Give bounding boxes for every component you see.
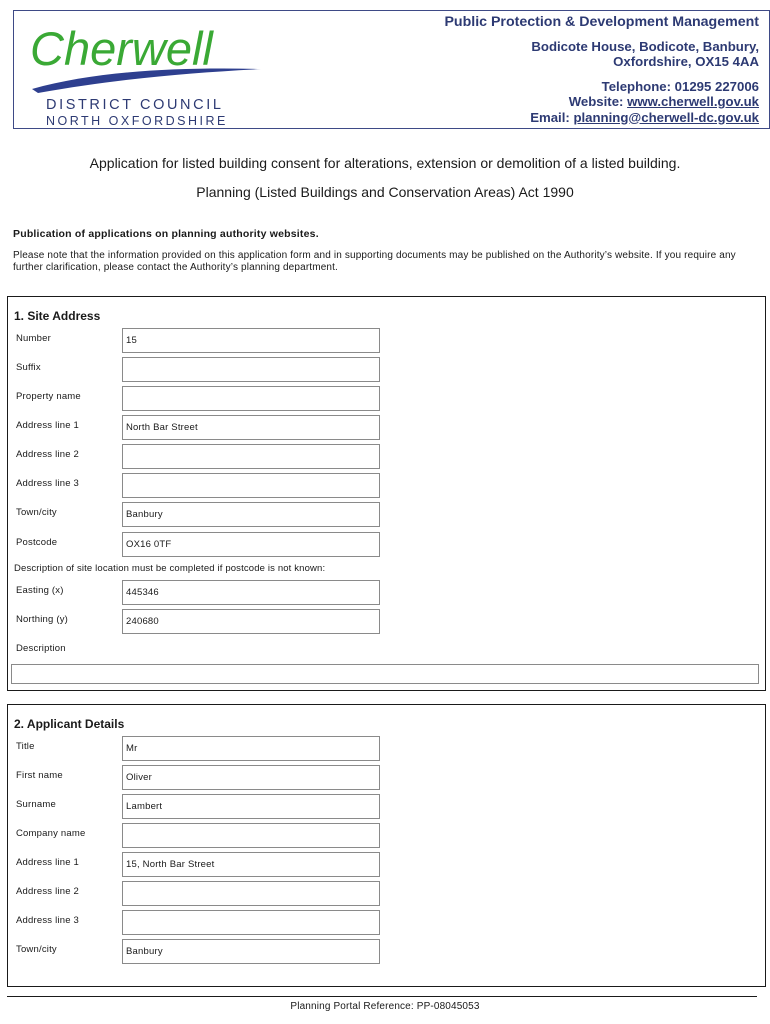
website-link[interactable]: www.cherwell.gov.uk bbox=[627, 94, 759, 109]
address-line-3-field[interactable] bbox=[122, 910, 380, 935]
number-field[interactable]: 15 bbox=[122, 328, 380, 353]
section-heading: 2. Applicant Details bbox=[14, 717, 125, 731]
title-field[interactable]: Mr bbox=[122, 736, 380, 761]
email-label: Email: bbox=[530, 109, 570, 125]
title-label: Title bbox=[16, 741, 35, 752]
easting-field[interactable]: 445346 bbox=[122, 580, 380, 605]
cherwell-logo bbox=[26, 19, 276, 128]
address-line-1-field[interactable]: 15, North Bar Street bbox=[122, 852, 380, 877]
address-line-2-label: Address line 2 bbox=[16, 886, 80, 897]
address-line-2-field[interactable] bbox=[122, 881, 380, 906]
number-label: Number bbox=[16, 333, 51, 344]
logo-wordmark: Cherwell bbox=[30, 22, 213, 75]
portal-reference: Planning Portal Reference: PP-08045053 bbox=[290, 1001, 480, 1012]
telephone-number: 01295 227006 bbox=[674, 78, 759, 94]
suffix-label: Suffix bbox=[16, 362, 41, 373]
town-city-field[interactable]: Banbury bbox=[122, 502, 380, 527]
address-line-1-label: Address line 1 bbox=[16, 857, 80, 868]
description-label: Description bbox=[16, 643, 66, 654]
first-name-label: First name bbox=[16, 770, 63, 781]
surname-label: Surname bbox=[16, 799, 56, 810]
description-field[interactable] bbox=[11, 664, 759, 684]
first-name-field[interactable]: Oliver bbox=[122, 765, 380, 790]
department-name: Public Protection & Development Management bbox=[444, 14, 759, 30]
footer-divider bbox=[7, 996, 757, 997]
form-title: Application for listed building consent for alterations, extension or demolition of a listed building. bbox=[89, 155, 681, 171]
town-city-label: Town/city bbox=[16, 507, 57, 518]
surname-field[interactable]: Lambert bbox=[122, 794, 380, 819]
address-line-1-field[interactable]: North Bar Street bbox=[122, 415, 380, 440]
form-subtitle: Planning (Listed Buildings and Conservation Areas) Act 1990 bbox=[196, 184, 574, 200]
email-row bbox=[444, 110, 759, 126]
northing-label: Northing (y) bbox=[16, 614, 69, 625]
address-line-2: Oxfordshire, OX15 4AA bbox=[613, 54, 759, 69]
email-link[interactable]: planning@cherwell-dc.gov.uk bbox=[573, 109, 759, 125]
telephone-row bbox=[444, 79, 759, 95]
address-line-1-label: Address line 1 bbox=[16, 420, 80, 431]
section-heading: 1. Site Address bbox=[14, 309, 101, 323]
company-name-label: Company name bbox=[16, 828, 86, 839]
town-city-label: Town/city bbox=[16, 944, 57, 955]
publication-heading: Publication of applications on planning authority websites. bbox=[13, 228, 319, 240]
town-city-field[interactable]: Banbury bbox=[122, 939, 380, 964]
website-row bbox=[444, 94, 759, 110]
cherwell-logo-mark bbox=[26, 19, 276, 99]
website-label: Website: bbox=[568, 94, 624, 109]
publication-notice: Please note that the information provided on this application form and in supporting documents may be published on the Authority’s website. If you require any further clarification, please contact the Authority’s planning department. bbox=[13, 250, 736, 273]
site-address-section bbox=[7, 296, 766, 691]
address-line-3-label: Address line 3 bbox=[16, 915, 80, 926]
company-name-field[interactable] bbox=[122, 823, 380, 848]
address-line-3-field[interactable] bbox=[122, 473, 380, 498]
address-line-2-label: Address line 2 bbox=[16, 449, 80, 460]
address-line-1: Bodicote House, Bodicote, Banbury, bbox=[531, 38, 759, 54]
address-line-3-label: Address line 3 bbox=[16, 478, 80, 489]
northing-field[interactable]: 240680 bbox=[122, 609, 380, 634]
letterhead bbox=[13, 10, 770, 129]
postcode-label: Postcode bbox=[16, 537, 58, 548]
postcode-field[interactable]: OX16 0TF bbox=[122, 532, 380, 557]
location-note: Description of site location must be completed if postcode is not known: bbox=[14, 563, 326, 574]
logo-north-oxfordshire: NORTH OXFORDSHIRE bbox=[46, 114, 228, 128]
address-line-2-field[interactable] bbox=[122, 444, 380, 469]
property-name-label: Property name bbox=[16, 391, 81, 402]
contact-block bbox=[444, 15, 759, 125]
applicant-details-section bbox=[7, 704, 766, 987]
suffix-field[interactable] bbox=[122, 357, 380, 382]
telephone-label: Telephone: bbox=[601, 78, 671, 94]
property-name-field[interactable] bbox=[122, 386, 380, 411]
logo-district-council: DISTRICT COUNCIL bbox=[46, 97, 224, 113]
easting-label: Easting (x) bbox=[16, 585, 64, 596]
